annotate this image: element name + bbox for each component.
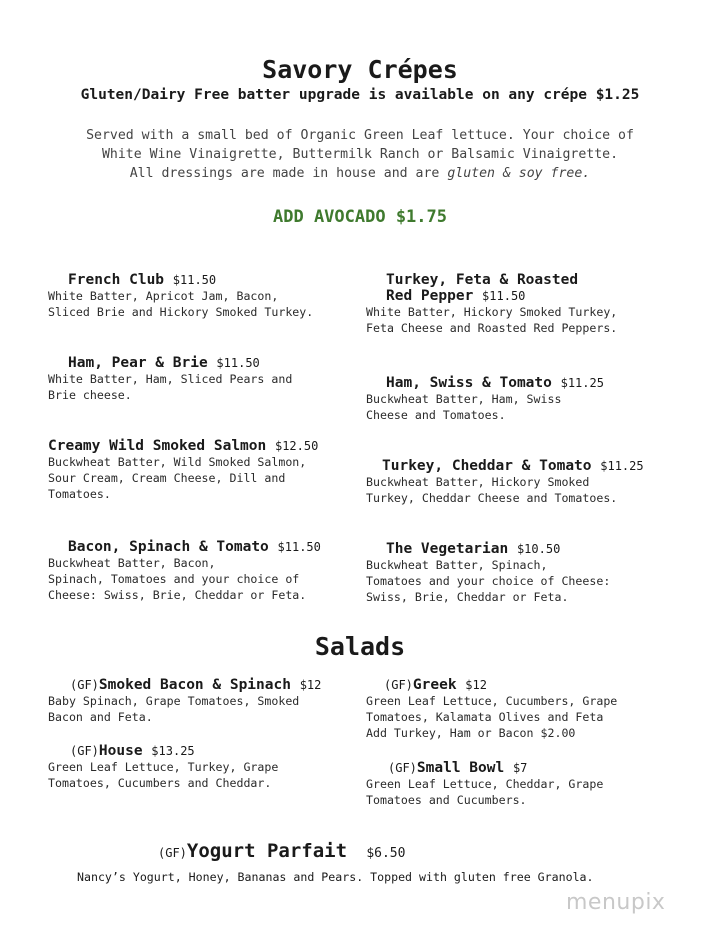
parfait-description: Nancy’s Yogurt, Honey, Bananas and Pears. Topped with gluten free Granola. [77,870,594,884]
item-price: $11.50 [172,273,217,287]
item-name: Smoked Bacon & Spinach [98,677,291,693]
item-description [48,371,292,403]
menu-item [48,677,321,725]
item-name: Small Bowl [416,760,505,776]
item-price: $12.50 [274,439,319,453]
item-title [48,438,318,454]
item-description [48,759,278,791]
menu-item [366,272,617,336]
item-description-line: Tomatoes and Cucumbers. [366,793,527,807]
item-description [366,693,617,741]
item-description-line: Brie cheese. [48,388,132,402]
menu-item [48,743,278,791]
menu-item [48,539,321,603]
item-price: $11.50 [216,356,260,370]
item-description-line: Green Leaf Lettuce, Cheddar, Grape [366,777,604,791]
gluten-free-upgrade-note: Gluten/Dairy Free batter upgrade is available on any crépe $1.25 [80,87,640,103]
item-description [48,454,318,502]
item-description [48,288,313,320]
item-description-line: Cheese and Tomatoes. [366,408,506,422]
item-description [366,776,603,808]
item-description-line: Buckwheat Batter, Spinach, [366,558,548,572]
item-description-line: Sliced Brie and Hickory Smoked Turkey. [48,305,314,319]
intro-text [0,126,720,183]
item-name: Red Pepper [386,288,474,304]
item-price: $12 [299,678,322,692]
item-description [366,474,644,506]
item-description-line: Green Leaf Lettuce, Turkey, Grape [48,760,279,774]
item-description [366,557,610,605]
menupix-watermark: menupix [566,890,666,915]
menu-item [366,458,644,506]
menu-item [48,438,318,502]
menu-item [366,541,610,605]
item-price: $11.50 [277,540,321,554]
item-description-line: Baby Spinach, Grape Tomatoes, Smoked [48,694,300,708]
gluten-free-tag: (GF) [70,744,99,758]
item-description-line: Green Leaf Lettuce, Cucumbers, Grape [366,694,618,708]
page-title: Savory Crépes [262,55,458,84]
item-name: House [98,743,143,759]
gluten-free-tag: (GF) [384,678,413,692]
item-description-line: Buckwheat Batter, Wild Smoked Salmon, [48,455,307,469]
item-name: Bacon, Spinach & Tomato [68,539,269,555]
item-description-line: Cheese: Swiss, Brie, Cheddar or Feta. [48,588,307,602]
item-name: The Vegetarian [386,541,509,557]
intro-line-2: White Wine Vinaigrette, Buttermilk Ranch or Balsamic Vinaigrette. [101,147,619,162]
item-title [48,539,321,555]
item-description [48,693,321,725]
item-description-line: Spinach, Tomatoes and your choice of [48,572,300,586]
item-description-line: Tomatoes. [48,487,111,501]
menu-item [366,760,603,808]
item-name: Yogurt Parfait [186,840,348,862]
item-title [366,760,603,776]
item-description [366,304,617,336]
item-description-line: Sour Cream, Cream Cheese, Dill and [48,471,286,485]
item-title [366,375,604,391]
item-price: $11.50 [482,289,526,303]
item-name: Ham, Swiss & Tomato [386,375,552,391]
item-description-line: Swiss, Brie, Cheddar or Feta. [366,590,569,604]
menu-item [48,355,292,403]
intro-line-3 [0,164,720,183]
intro-line-3-italic: gluten & soy free. [447,166,591,181]
gluten-free-tag: (GF) [388,761,417,775]
salads-heading: Salads [314,632,406,661]
intro-line-1: Served with a small bed of Organic Green Leaf lettuce. Your choice of [86,128,634,143]
menu-item [48,272,313,320]
item-description-line: Buckwheat Batter, Bacon, [48,556,216,570]
item-description-line: Add Turkey, Ham or Bacon $2.00 [366,726,576,740]
item-title [366,677,617,693]
item-description-line: Feta Cheese and Roasted Red Peppers. [366,321,618,335]
item-description-line: White Batter, Apricot Jam, Bacon, [48,289,279,303]
item-price: $6.50 [366,846,406,861]
item-description-line: Tomatoes, Kalamata Olives and Feta [366,710,604,724]
item-title [48,677,321,693]
item-description-line: Turkey, Cheddar Cheese and Tomatoes. [366,491,618,505]
item-name: French Club [68,272,165,288]
item-name: Greek [412,677,457,693]
item-description-line: Buckwheat Batter, Ham, Swiss [366,392,562,406]
gluten-free-tag: (GF) [70,678,99,692]
item-title [366,458,644,474]
item-price: $11.25 [600,459,644,473]
item-price: $11.25 [560,376,604,390]
item-description-line: White Batter, Ham, Sliced Pears and [48,372,293,386]
item-description-line: White Batter, Hickory Smoked Turkey, [366,305,618,319]
item-description-line: Bacon and Feta. [48,710,153,724]
item-price: $10.50 [516,542,561,556]
item-title-line-2 [366,288,617,304]
menu-item [366,375,604,423]
item-description [48,555,321,603]
item-title [48,272,313,288]
parfait-title [158,840,405,862]
item-name: Turkey, Cheddar & Tomato [382,458,592,474]
item-name: Ham, Pear & Brie [68,355,208,371]
item-description-line: Buckwheat Batter, Hickory Smoked [366,475,590,489]
gluten-free-tag: (GF) [158,846,187,860]
item-price: $12 [465,678,487,692]
intro-line-3-plain: All dressings are made in house and are [129,166,448,181]
item-price: $7 [512,761,528,775]
add-avocado-note: ADD AVOCADO $1.75 [273,207,447,227]
item-description-line: Tomatoes and your choice of Cheese: [366,574,611,588]
item-name: Creamy Wild Smoked Salmon [48,438,267,454]
item-description [366,391,604,423]
item-price: $13.25 [151,744,195,758]
menu-item [366,677,617,741]
item-title [48,355,292,371]
item-title-line-1: Turkey, Feta & Roasted [386,272,579,288]
item-description-line: Tomatoes, Cucumbers and Cheddar. [48,776,272,790]
item-title [366,541,610,557]
item-title [48,743,278,759]
